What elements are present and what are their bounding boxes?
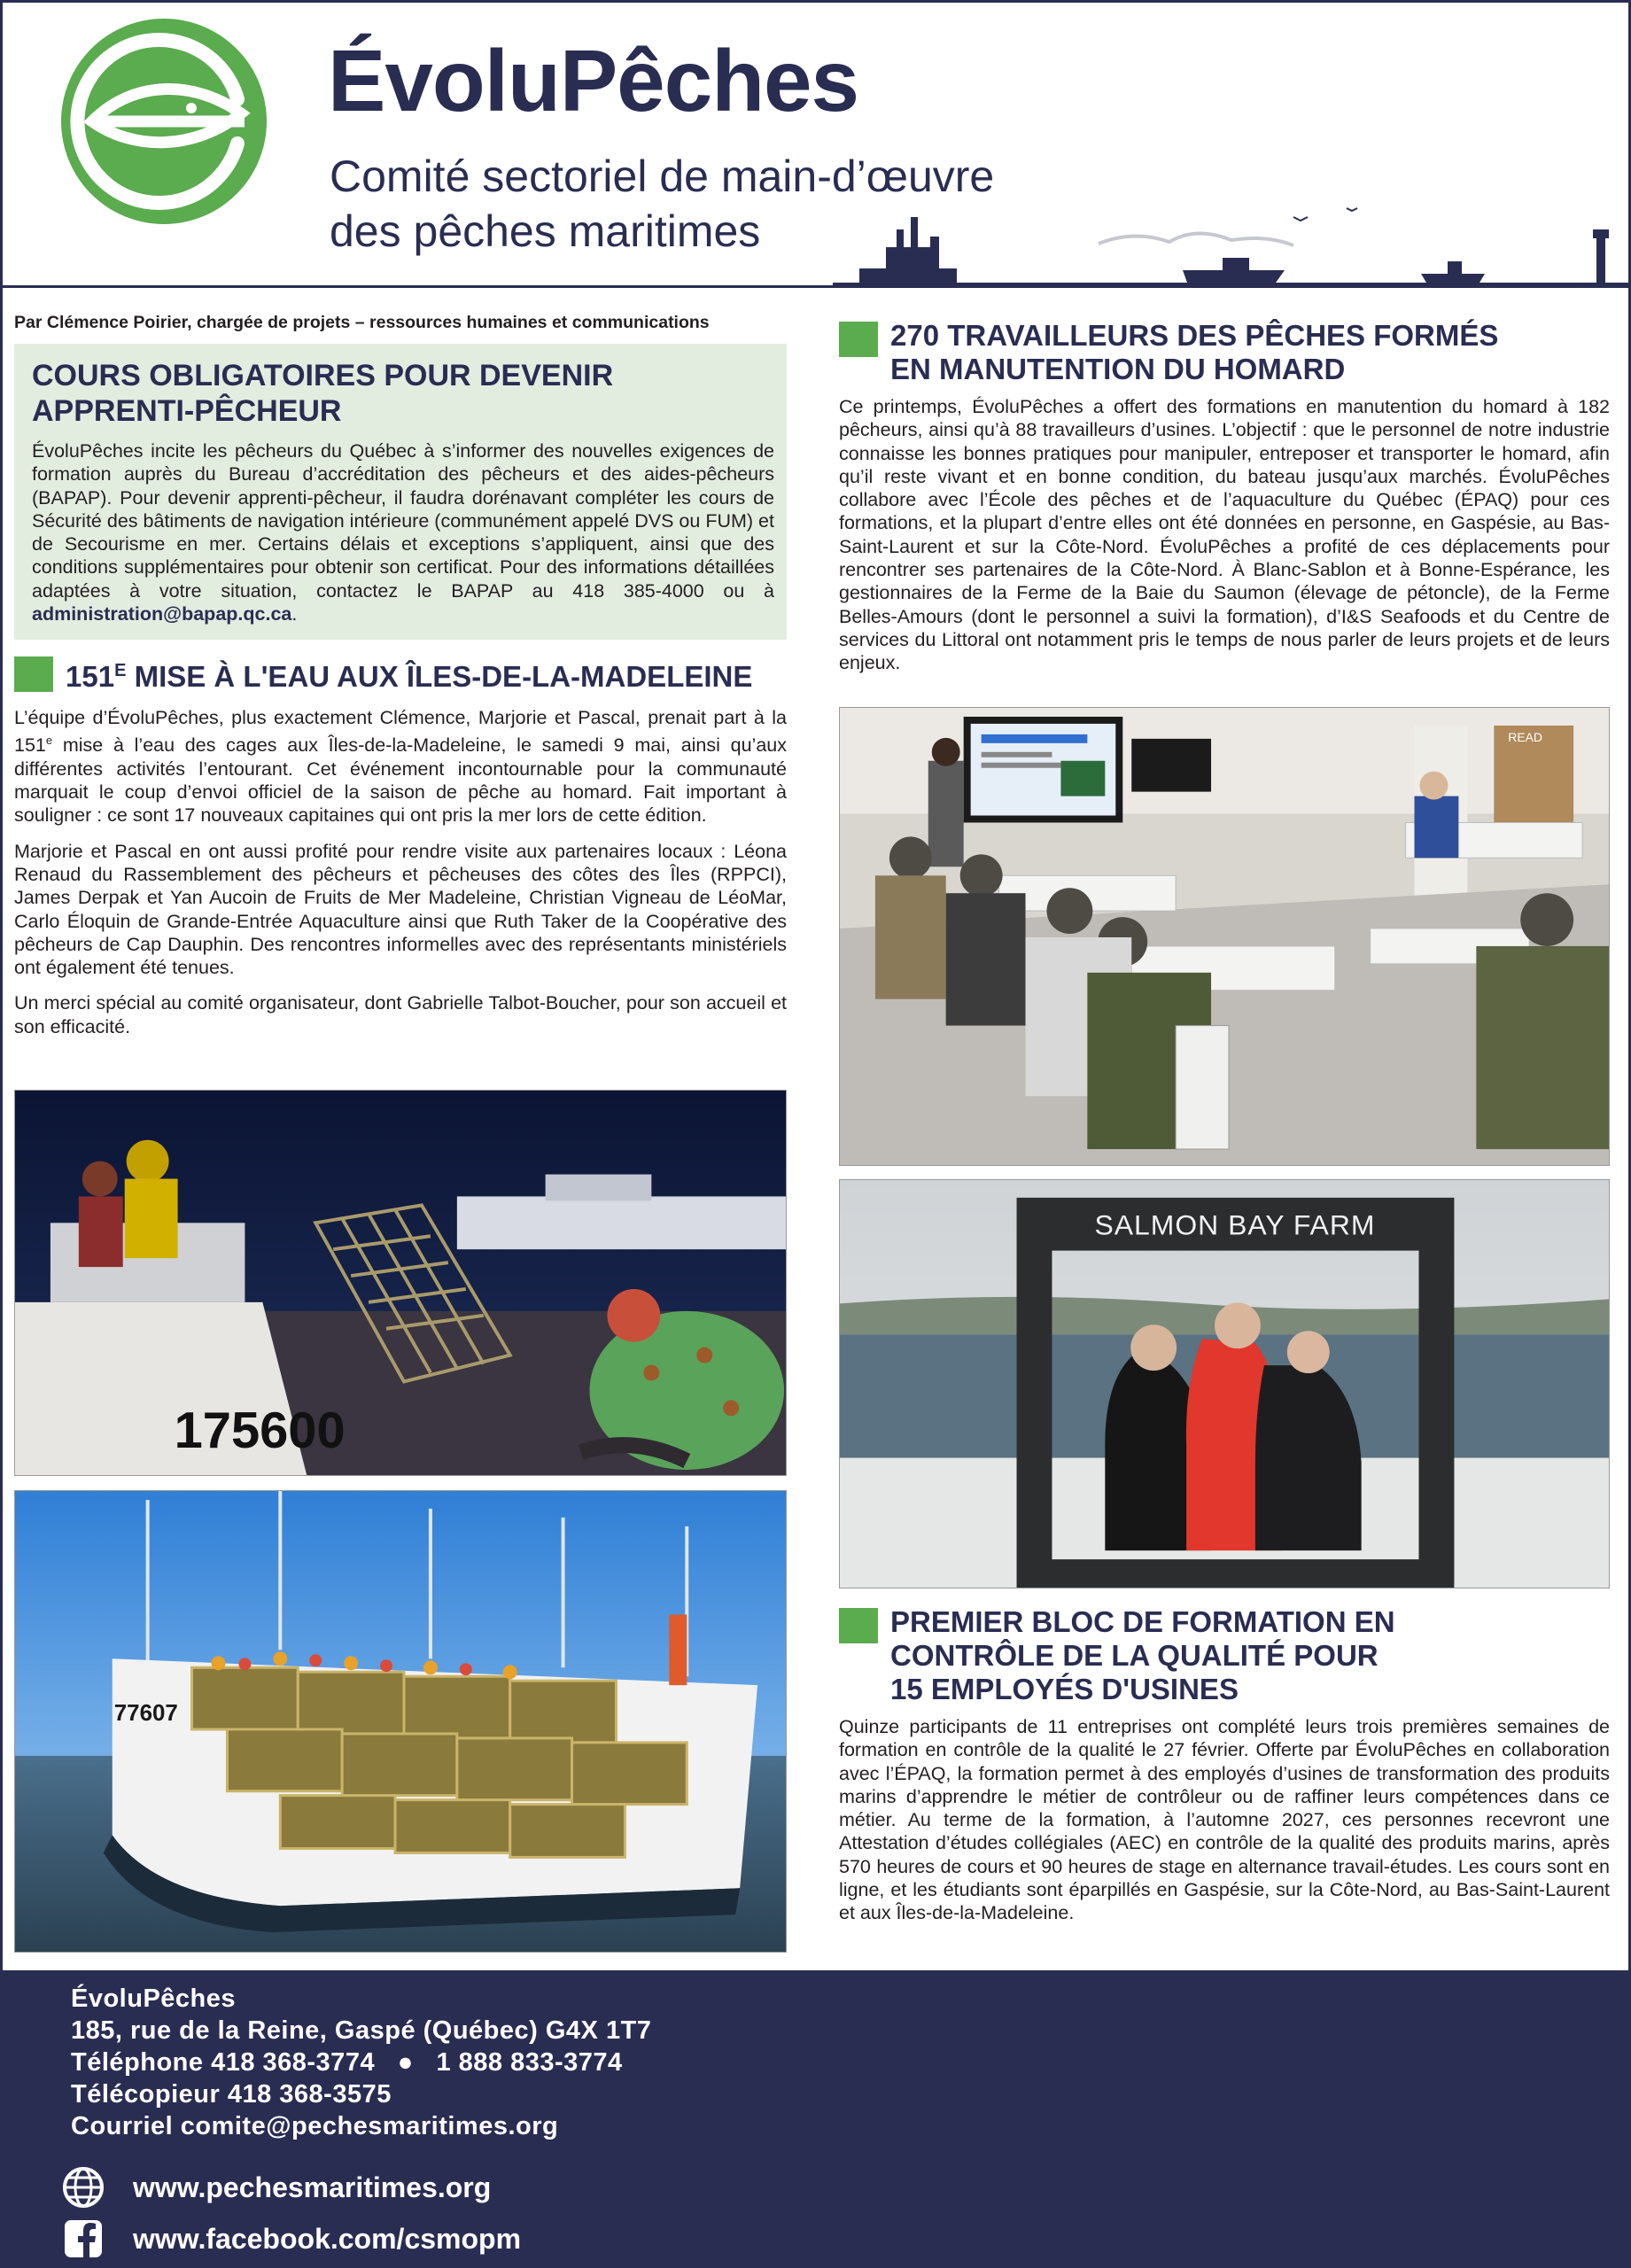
- footer-phone: [71, 2047, 651, 2078]
- section-marker-icon: [839, 322, 878, 357]
- brand-subtitle-line2: des pêches maritimes: [330, 206, 761, 256]
- qualite-title-line1: PREMIER BLOC DE FORMATION EN: [890, 1605, 1395, 1638]
- mise-p1-a: L’équipe d’ÉvoluPêches, plus exactement Clémence, Marjorie et Pascal, prenait part à la 151: [14, 707, 787, 757]
- cours-body: [32, 439, 774, 625]
- section-marker-icon: [839, 1608, 878, 1643]
- photo-salmon-bay-farm: [839, 1179, 1610, 1588]
- mise-title-rest: MISE À L'EAU AUX ÎLES-DE-LA-MADELEINE: [126, 660, 753, 693]
- photo1-hull-number: 175600: [174, 1402, 346, 1460]
- brand-title: ÉvoluPêches: [328, 32, 859, 129]
- qualite-title-line2: CONTRÔLE DE LA QUALITÉ POUR: [890, 1639, 1379, 1672]
- mise-paragraph-3: Un merci spécial au comité organisateur, dont Gabrielle Talbot-Boucher, pour son accueil et son efficacité.: [14, 992, 787, 1037]
- qualite-body: Quinze participants de 11 entreprises ont complété leurs trois premières semaines de formation en contrôle de la qualité le 27 février. Offerte par ÉvoluPêches en collaboration avec l’ÉPAQ, la formation permet à des employés d’usines de transformation des produits marins d’apprendre le métier de contrôleur ou de raffiner leurs compétences dans ce métier. Au terme de la formation, à l’automne 2027, ces personnes recevront une Attestation d’études collégiales (AEC) en contrôle de la qualité des produits marins, après 570 heures de cours et 90 heures de stage en alternance travail-études. Les cours sont en ligne, et les étudiants sont éparpillés en Gaspésie, sur la Côte-Nord, au Bas-Saint-Laurent et aux Îles-de-la-Madeleine.: [839, 1716, 1610, 1924]
- cours-body-tail: .: [291, 603, 298, 625]
- evolupeches-logo-icon: [35, 18, 292, 226]
- photo-training-classroom: [839, 707, 1610, 1166]
- footer-phone-tollfree: 1 888 833-3774: [436, 2048, 623, 2077]
- homard-body: Ce printemps, ÉvoluPêches a offert des formations en manutention du homard à 182 pêcheurs, ainsi qu’à 88 travailleurs d’usines. L’objectif : que le personnel de notre industrie connaisse les bonnes pratiques pour manipuler, entreposer et transporter le homard, afin qu’il reste vivant et en bonne condition, du bateau jusqu’aux marchés. ÉvoluPêches collabore avec l’École des pêches et de l’aquaculture du Québec (ÉPAQ) pour ces formations, et la plupart d’entre elles ont été données en personne, en Gaspésie, au Bas-Saint-Laurent et sur la Côte-Nord. ÉvoluPêches a profité de ces déplacements pour rencontrer ses partenaires de la Côte-Nord. À Blanc-Sablon et à Bonne-Espérance, les gestionnaires de la Ferme de la Baie du Saumon (élevage de pétoncle), de la Ferme Belles-Amours (dont le personnel a suivi la formation), d’I&S Seafoods et du Centre de services du Littoral ont notamment pris le temps de nous parler de leurs projets et de leurs enjeux.: [839, 396, 1610, 674]
- cours-obligatoires-box: [14, 344, 787, 640]
- qualite-title-line3: 15 EMPLOYÉS D'USINES: [890, 1673, 1239, 1705]
- cours-title-line1: COURS OBLIGATOIRES POUR DEVENIR: [32, 359, 614, 392]
- masthead: [0, 0, 1631, 288]
- facebook-icon: [62, 2218, 105, 2260]
- qualite-section: [839, 1605, 1610, 1925]
- footer-phone-main: Téléphone 418 368-3774: [71, 2048, 376, 2077]
- footer-fax: Télécopieur 418 368-3575: [71, 2080, 392, 2109]
- mise-title: [66, 654, 752, 694]
- footer-phone-separator: ●: [397, 2048, 414, 2077]
- cours-body-text: ÉvoluPêches incite les pêcheurs du Québec à s’informer des nouvelles exigences de formation auprès du Bureau d’accréditation des pêcheurs et des aides-pêcheurs (BAPAP). Pour devenir apprenti-pêcheur, il faudra dorénavant compléter les cours de Sécurité des bâtiments de navigation intérieure (communément appelé DVS ou FUM) et de Secourisme en mer. Certains délais et exceptions s’appliquent, ainsi que des conditions supplémentaires pour obtenir son certificat. Pour des informations détaillées adaptées à votre situation, contactez le BAPAP au 418 385-4000 ou à: [32, 440, 774, 602]
- footer: [0, 1970, 1631, 2268]
- globe-icon: [62, 2166, 105, 2209]
- footer-website-link[interactable]: www.pechesmaritimes.org: [133, 2171, 492, 2203]
- footer-facebook-link[interactable]: www.facebook.com/csmopm: [133, 2222, 522, 2255]
- footer-contact: [71, 1983, 651, 2142]
- qualite-title: [890, 1605, 1395, 1706]
- header-rule: [0, 285, 1631, 288]
- mise-title-num: 151: [66, 660, 115, 693]
- shelf-read-label: READ: [1508, 729, 1543, 744]
- harbour-skyline-illustration: [833, 190, 1630, 288]
- brand-subtitle-line1: Comité sectoriel de main-d’œuvre: [330, 151, 995, 201]
- homard-title-line1: 270 TRAVAILLEURS DES PÊCHES FORMÉS: [890, 319, 1499, 352]
- homard-title: [890, 319, 1498, 386]
- footer-email[interactable]: Courriel comite@pechesmaritimes.org: [71, 2112, 559, 2140]
- cours-title: [32, 358, 774, 429]
- footer-org: ÉvoluPêches: [71, 1984, 237, 2013]
- mise-p1-sup: e: [45, 734, 53, 748]
- photo-mise-a-leau-night: [14, 1090, 787, 1476]
- salmon-bay-farm-sign: SALMON BAY FARM: [1094, 1208, 1376, 1241]
- qualite-heading: [839, 1605, 1610, 1706]
- section-marker-icon: [14, 656, 53, 692]
- left-column: [14, 308, 787, 1038]
- footer-website-row[interactable]: [62, 2162, 521, 2213]
- bapap-email-link[interactable]: administration@bapap.qc.ca: [32, 603, 292, 625]
- right-column: [839, 308, 1610, 675]
- footer-address: 185, rue de la Reine, Gaspé (Québec) G4X 1T7: [71, 2016, 652, 2045]
- homard-title-line2: EN MANUTENTION DU HOMARD: [890, 353, 1346, 385]
- footer-links: [62, 2162, 521, 2264]
- photo2-hull-number: 77607: [113, 1701, 178, 1726]
- mise-p1-b: mise à l’eau des cages aux Îles-de-la-Madeleine, le samedi 9 mai, ainsi qu’aux différentes activités l’entourant. Cet événement incontournable pour la communauté marquait le coup d’envoi officiel de la saison de pêche au homard. Fait important à souligner : ce sont 17 nouveaux capitaines qui ont pris la mer lors de cette édition.: [14, 734, 787, 827]
- homard-heading: [839, 319, 1610, 386]
- mise-title-sup: E: [114, 661, 127, 680]
- footer-facebook-row[interactable]: [62, 2213, 521, 2264]
- mise-paragraph-1: [14, 706, 787, 827]
- mise-heading: [14, 654, 787, 694]
- byline: Par Clémence Poirier, chargée de projets – ressources humaines et communications: [14, 313, 710, 332]
- cours-title-line2: APPRENTI-PÊCHEUR: [32, 394, 342, 428]
- photo-boat-with-lobster-traps: [14, 1490, 787, 1953]
- mise-paragraph-2: Marjorie et Pascal en ont aussi profité pour rendre visite aux partenaires locaux : Léona Renaud du Rassemblement des pêcheurs et pêcheuses des côtes des Îles (RPPCI), James Derpak et Yan Aucoin de Fruits de Mer Madeleine, Christian Vigneau de LéoMar, Carlo Éloquin de Grande-Entrée Aquaculture ainsi que Ruth Taker de la Coopérative des pêcheurs de Cap Dauphin. Des rencontres informelles avec des représentants ministériels ont également été tenues.: [14, 840, 787, 979]
